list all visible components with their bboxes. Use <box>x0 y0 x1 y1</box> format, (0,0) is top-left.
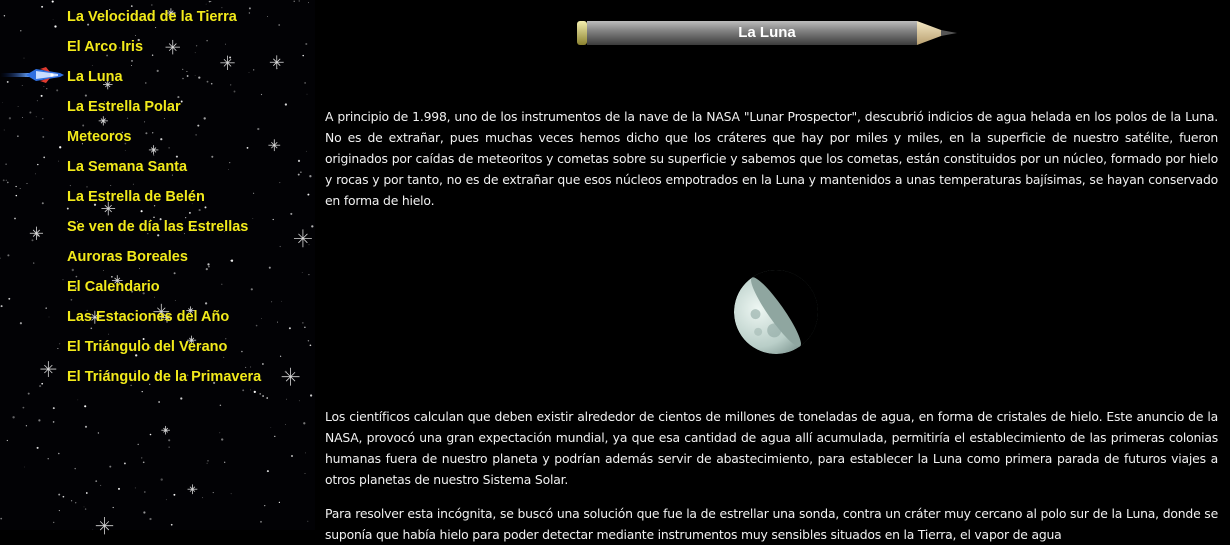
nav-link-triangulo-verano[interactable]: El Triángulo del Verano <box>67 339 228 355</box>
nav-item <box>67 334 261 364</box>
moon-image <box>730 266 836 358</box>
nav-item <box>67 244 261 274</box>
main-content <box>315 0 1230 542</box>
nav-link-arco-iris[interactable]: El Arco Iris <box>67 39 144 55</box>
article-paragraph-2: Los científicos calculan que deben existir alrededor de cientos de millones de toneladas de agua, en forma de cristales de hielo. Este anuncio de la NASA, provocó una gran expectación mundial, ya que esa cantidad de agua allí acumulada, permitiría el establecimiento de las primeras colonias humanas fuera de nuestro planeta y podrían además servir de abastecimiento, para establecer la Luna como primera parada de futuros viajes a otros planetas de nuestro Sistema Solar. <box>325 409 1218 487</box>
nav-link-estrellas-de-dia[interactable]: Se ven de día las Estrellas <box>67 219 249 235</box>
nav-link-triangulo-primavera[interactable]: El Triángulo de la Primavera <box>67 369 262 385</box>
nav-link-estaciones[interactable]: Las Estaciones del Año <box>67 309 230 325</box>
nav-list <box>67 4 261 394</box>
nav-item <box>67 124 261 154</box>
nav-item <box>67 64 261 94</box>
sidebar-nav <box>0 0 315 530</box>
nav-item <box>67 34 261 64</box>
nav-link-calendario[interactable]: El Calendario <box>67 279 160 295</box>
nav-item <box>67 4 261 34</box>
nav-link-velocidad-tierra[interactable]: La Velocidad de la Tierra <box>67 9 237 25</box>
nav-item <box>67 214 261 244</box>
nav-item <box>67 184 261 214</box>
nav-link-estrella-belen[interactable]: La Estrella de Belén <box>67 189 205 205</box>
page-title: La Luna <box>738 24 796 41</box>
nav-item <box>67 154 261 184</box>
nav-link-auroras-boreales[interactable]: Auroras Boreales <box>67 249 188 265</box>
nav-link-semana-santa[interactable]: La Semana Santa <box>67 159 188 175</box>
nav-item <box>67 364 261 394</box>
nav-link-la-luna[interactable]: La Luna <box>67 69 123 85</box>
nav-item <box>67 274 261 304</box>
nav-item <box>67 94 261 124</box>
rocket-icon <box>0 67 64 83</box>
article-paragraph-3: Para resolver esta incógnita, se buscó una solución que fue la de estrellar una sonda, contra un cráter muy cercano al polo sur de la Luna, donde se suponía que había hielo para poder detectar mediante instrumentos muy sensibles situados en la Tierra, el vapor de agua <box>325 506 1218 542</box>
article-paragraph-1: A principio de 1.998, uno de los instrumentos de la nave de la NASA "Lunar Prospector", descubrió indicios de agua helada en los polos de la Luna. No es de extrañar, pues muchas veces hemos dicho que los cráteres que hay por miles y miles, en la superficie de nuestro satélite, fueron originados por caídas de meteoritos y cometas sobre su superficie y sabemos que los cometas, están constituidos por un núcleo, formado por hielo y rocas y por tanto, no es de extrañar que esos núcleos empotrados en la Luna y mantenidos a unas temperaturas bajísimas, se hayan conservado en forma de hielo. <box>325 109 1218 208</box>
nav-link-estrella-polar[interactable]: La Estrella Polar <box>67 99 181 115</box>
nav-item <box>67 304 261 334</box>
nav-link-meteoros[interactable]: Meteoros <box>67 129 132 145</box>
